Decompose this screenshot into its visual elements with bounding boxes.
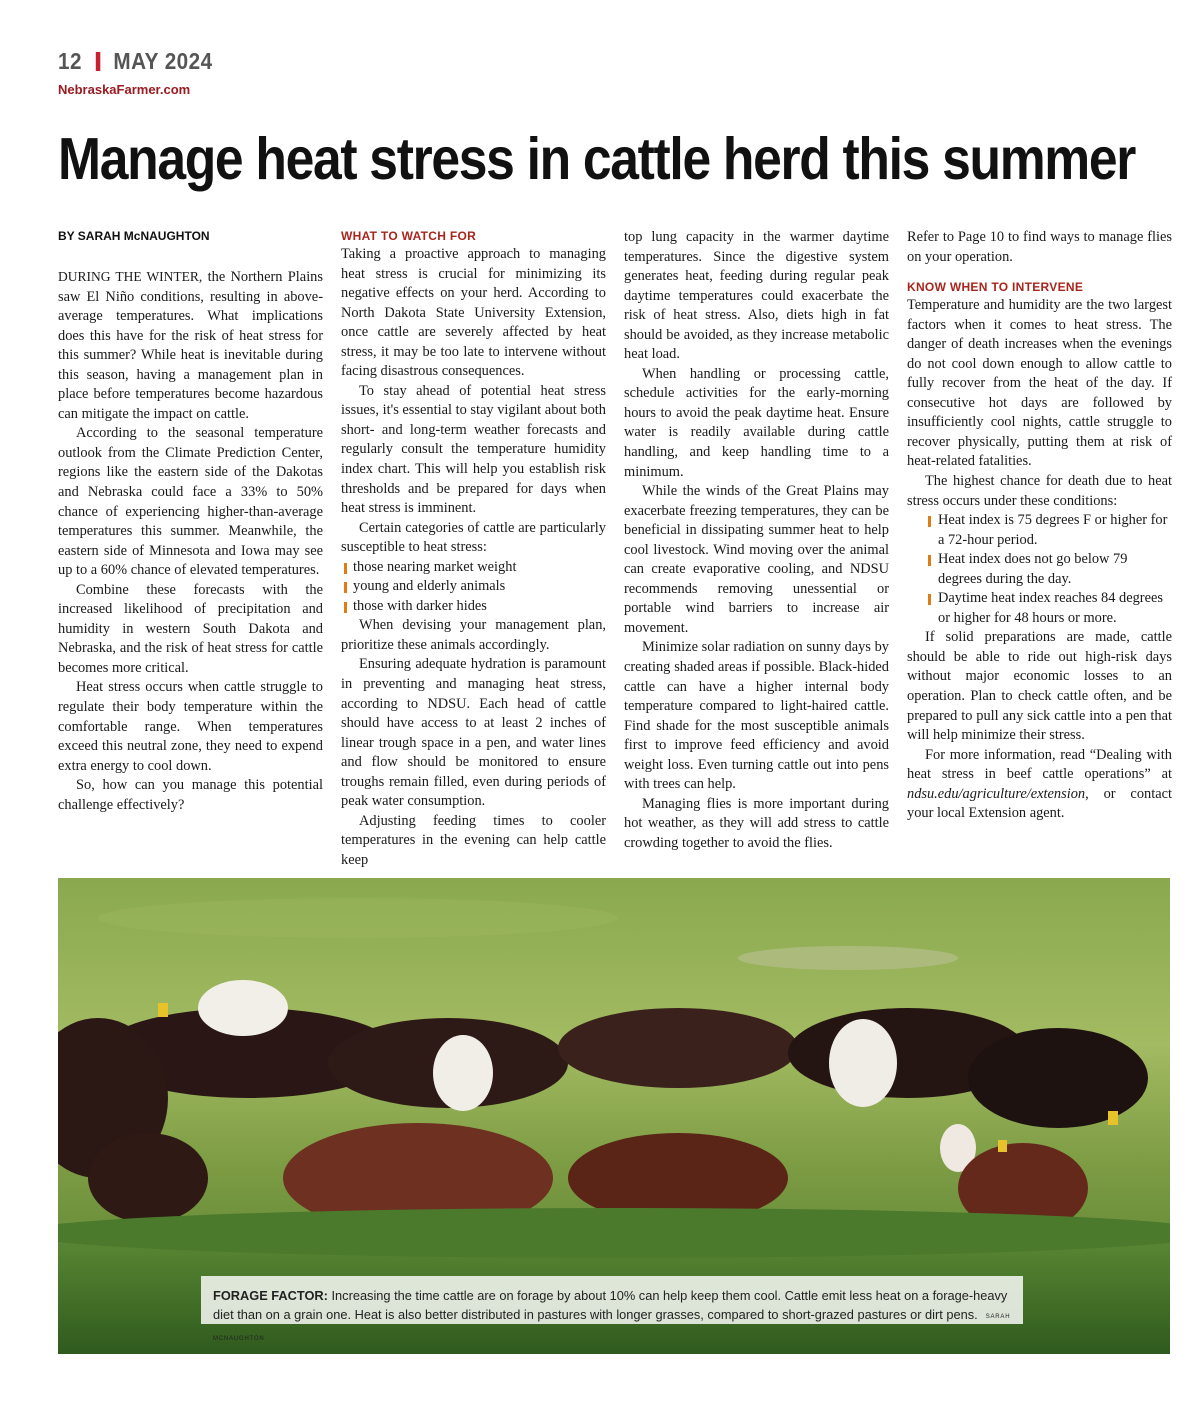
paragraph: For more information, read “Dealing with heat stress in beef cattle operations” at ndsu.edu/agriculture/extension, or contact your local Extension agent. <box>907 746 1172 822</box>
issue-date: MAY 2024 <box>113 48 213 74</box>
paragraph: When devising your management plan, prioritize these animals accordingly. <box>341 617 606 653</box>
heat-death-conditions-list <box>907 511 1172 628</box>
paragraph: Managing flies is more important during hot weather, as they will add stress to cattle crowding together to avoid the flies. <box>624 795 889 851</box>
paragraph: Combine these forecasts with the increased likelihood of precipitation and humidity in western South Dakota and Nebraska, and the risk of heat stress for cattle becomes more critical. <box>58 581 323 676</box>
paragraph: When handling or processing cattle, schedule activities for the early-morning hours to avoid the peak daytime heat. Ensure water is readily available during cattle handling, and keep handling time to a minimum. <box>624 365 889 480</box>
list-item: Heat index does not go below 79 degrees during the day. <box>907 550 1172 589</box>
caption-label: FORAGE FACTOR: <box>213 1288 328 1303</box>
folio-divider <box>95 52 100 71</box>
paragraph: Minimize solar radiation on sunny days by creating shaded areas if possible. Black-hided cattle can have a higher internal body temperature compared to light-haired cattle. Find shade for the most susceptible animals first to improve feed efficiency and avoid weight loss. Even turning cattle out into pens with trees can help. <box>624 639 889 793</box>
paragraph: Heat stress occurs when cattle struggle to regulate their body temperature within the comfortable range. When temperatures exceed this neutral zone, they need to expend extra energy to cool down. <box>58 679 323 774</box>
susceptible-cattle-list <box>341 558 606 617</box>
paragraph: Taking a proactive approach to managing heat stress is crucial for minimizing its negative effects on your herd. According to North Dakota State University Extension, once cattle are severely affected by heat stress, it may be too late to intervene without facing disastrous consequences. <box>341 246 606 380</box>
article-column-3 <box>624 228 889 854</box>
article-column-1 <box>58 228 323 815</box>
list-item: those nearing market weight <box>341 558 606 578</box>
list-item: young and elderly animals <box>341 577 606 597</box>
paragraph: DURING THE WINTER, the Northern Plains saw El Niño conditions, resulting in above-average temperatures. What implications does this have for the risk of heat stress for this summer? While heat is inevitable during this season, having a management plan in place before temperatures become hazardous can mitigate the impact on cattle. <box>58 269 323 422</box>
lead-in: DURING THE WINTER, <box>58 269 203 284</box>
subhead-when-to-intervene: KNOW WHEN TO INTERVENE <box>907 280 1084 295</box>
paragraph: So, how can you manage this potential challenge effectively? <box>58 777 323 813</box>
photo-caption <box>201 1276 1023 1342</box>
paragraph: Adjusting feeding times to cooler temperatures in the evening can help cattle keep <box>341 812 606 868</box>
list-item: those with darker hides <box>341 597 606 617</box>
website-url[interactable]: NebraskaFarmer.com <box>58 82 191 97</box>
paragraph: According to the seasonal temperature outlook from the Climate Prediction Center, regions like the eastern side of the Dakotas and Nebraska could face a 33% to 50% chance of experiencing higher-than-average temperatures this summer. Meanwhile, the eastern side of Minnesota and Iowa may see up to a 60% chance of elevated temperatures. <box>58 425 323 579</box>
byline: BY SARAH McNAUGHTON <box>58 229 210 243</box>
paragraph: top lung capacity in the warmer daytime temperatures. Since the digestive system generates heat, feeding during regular peak daytime temperatures could exacerbate the risk of heat stress. Also, diets high in fat should be avoided, as they increase metabolic heat load. <box>624 229 889 363</box>
list-item: Daytime heat index reaches 84 degrees or higher for 48 hours or more. <box>907 589 1172 628</box>
paragraph: To stay ahead of potential heat stress issues, it's essential to stay vigilant about both short- and long-term weather forecasts and regularly consult the temperature humidity index chart. This will help you establish risk thresholds and be prepared for days when heat stress is imminent. <box>341 382 606 517</box>
list-item: Heat index is 75 degrees F or higher for a 72-hour period. <box>907 511 1172 550</box>
article-column-4 <box>907 228 1172 824</box>
extension-link[interactable]: ndsu.edu/agriculture/extension <box>907 785 1086 802</box>
caption-text: Increasing the time cattle are on forage by about 10% can help keep them cool. Cattle emit less heat on a forage-heavy diet than on a grain one. Heat is also better distributed in pastures with longer grasses, compared to short-grazed pastures or dirt pens. <box>213 1288 1008 1322</box>
article-headline: Manage heat stress in cattle herd this summer <box>58 126 1136 192</box>
paragraph: Refer to Page 10 to find ways to manage flies on your operation. <box>907 229 1172 265</box>
page-folio <box>58 48 213 75</box>
paragraph: If solid preparations are made, cattle should be able to ride out high-risk days without major economic losses to an operation. Plan to check cattle often, and be prepared to pull any sick cattle into a pen that will help minimize their stress. <box>907 629 1172 744</box>
paragraph: Ensuring adequate hydration is paramount in preventing and managing heat stress, according to NDSU. Each head of cattle should have access to at least 2 inches of linear trough space in a pen, and water lines and flow should be monitored to ensure troughs remain filled, even during periods of peak water consumption. <box>341 656 606 810</box>
article-column-2 <box>341 228 606 871</box>
page-number: 12 <box>58 48 82 74</box>
paragraph: Certain categories of cattle are particularly susceptible to heat stress: <box>341 519 606 556</box>
paragraph: The highest chance for death due to heat stress occurs under these conditions: <box>907 473 1172 509</box>
paragraph: Temperature and humidity are the two largest factors when it comes to heat stress. The danger of death increases when the evenings do not cool down enough to allow cattle to fully recover from the heat of the day. If consecutive hot days are followed by insufficiently cool nights, cattle struggle to recover physically, putting them at risk of heat-related fatalities. <box>907 297 1172 470</box>
paragraph: While the winds of the Great Plains may exacerbate freezing temperatures, they can be beneficial in dissipating summer heat to help cool livestock. Wind moving over the animal can create evaporative cooling, and NDSU recommends removing unessential or portable wind barriers to increase air movement. <box>624 483 889 636</box>
subhead-what-to-watch: WHAT TO WATCH FOR <box>341 229 477 243</box>
photo-credit: SARAH MCNAUGHTON <box>213 1314 1011 1342</box>
